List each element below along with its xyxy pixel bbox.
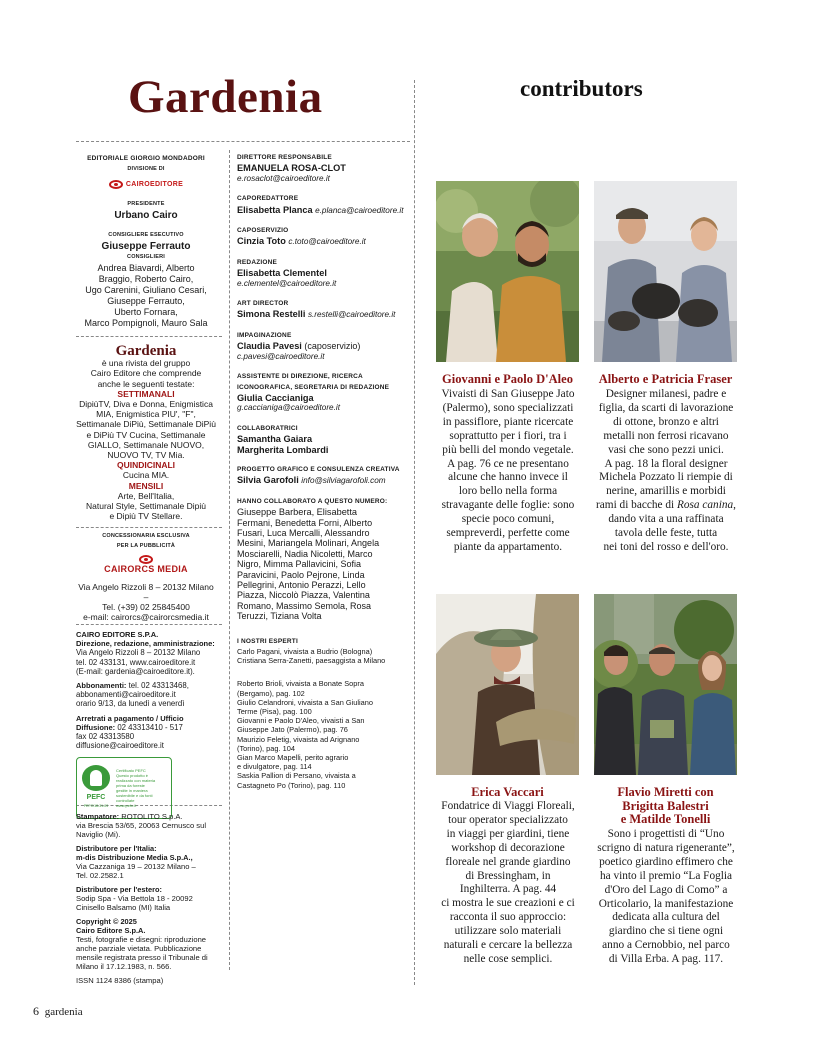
staff-email[interactable]: info@silviagarofoli.com (301, 476, 386, 486)
staff-email[interactable]: e.planca@cairoeditore.it (315, 205, 404, 215)
monthly-line: Natural Style, Settimanale Dipiù (85, 501, 206, 512)
weekly-line: DipiùTV, Diva e Donna, Enigmistica (79, 399, 213, 410)
president-label: PRESIDENTE (127, 201, 165, 207)
expert-line: Carlo Pagani, vivaista a Budrio (Bologna) (237, 647, 373, 657)
bio-line: Designer milanesi, padre e (605, 388, 727, 400)
monthly-line: Arte, Bell'Italia, (117, 490, 175, 501)
cairo-editore-logo (76, 179, 216, 190)
arrears-email[interactable]: diffusione@cairoeditore.it (76, 741, 164, 751)
printing-block (76, 812, 218, 985)
printer-label: Stampatore: (76, 812, 120, 821)
contributor-name-line: Brigitta Balestri (622, 798, 709, 813)
rights-line: anche parziale vietata. Pubblicazione (76, 944, 202, 953)
ads-block (76, 531, 216, 622)
bio-line: workshop di decorazione (451, 841, 565, 854)
staff-email[interactable]: e.rosaclot@cairoeditore.it (237, 173, 330, 183)
collaborators-label: HANNO COLLABORATO A QUESTO NUMERO: (237, 497, 388, 505)
bio-line: piante da appartamento. (453, 540, 563, 553)
cairorcs-logo (76, 555, 216, 574)
bio-line: in passiflore, piante ricercate (442, 415, 574, 428)
group-intro-line: anche le seguenti testate: (97, 378, 195, 389)
bio-line: in viaggi per giardini, tiene (446, 827, 570, 840)
footer-magazine-name: gardenia (44, 1006, 83, 1018)
bio-line: tour operator specializzato (448, 813, 568, 826)
staff-entry-layout (237, 331, 411, 362)
staff-name-suffix: (caposervizio) (301, 341, 361, 352)
staff-name: Elisabetta Planca (237, 204, 313, 215)
arrears-fax: fax 02 43313580 (76, 732, 135, 742)
ads-address-line: Via Angelo Rizzoli 8 – 20132 Milano – (78, 582, 214, 602)
page-footer (33, 1004, 83, 1019)
board-member-line: Giuseppe Ferrauto, (107, 296, 185, 306)
bio-line: vasi che sono pezzi unici. (608, 443, 724, 456)
subscriptions-phone: tel. 02 43313468, (128, 681, 189, 691)
direction-line[interactable]: (E-mail: gardenia@cairoeditore.it). (76, 666, 195, 676)
bio-line: A pag. 18 la floral designer (604, 457, 728, 470)
bio-line: ci mostra le sue creazioni e ci (441, 897, 575, 910)
bio-line: scrigno di natura rigenerante”, (597, 841, 735, 854)
distributor-italy-label: Distributore per l'Italia: (76, 844, 157, 853)
collaborators-line: Pellegrini, Antonio Perazzi, Lello (237, 580, 366, 590)
board-member-line: Ugo Carenini, Giuliano Cesari, (85, 285, 207, 295)
column-divider-credits (229, 150, 230, 970)
group-intro-line: è una rivista del gruppo (101, 358, 191, 369)
expert-line: Roberto Brioli, vivaista a Bonate Sopra (237, 679, 364, 689)
board-member-line: Marco Pompignoli, Mauro Sala (84, 318, 208, 328)
pefc-label: PEFC (86, 794, 106, 802)
contributor-photo-daleo (436, 181, 579, 362)
contributor-name-fraser (589, 373, 742, 387)
pefc-text-line: realizzato con materia (116, 778, 156, 784)
ads-phone-line: Tel. (+39) 02 25845400 (102, 602, 190, 612)
bio-line: Fondatrice di Viaggi Floreali, (441, 800, 575, 812)
bio-line: racconta il suo approccio: (449, 911, 567, 924)
pefc-text-line: controllate (116, 798, 135, 804)
staff-email[interactable]: c.toto@cairoeditore.it (288, 237, 366, 247)
bio-line: tavola delle feste, tutta (614, 527, 718, 540)
staff-name: Margherita Lombardi (237, 444, 329, 455)
expert-line: Giuseppe Jato (Palermo), pag. 76 (237, 725, 348, 735)
pefc-text-line: sostenibile e da fonti (116, 793, 153, 799)
pefc-text-line: prima da foreste (116, 783, 145, 789)
pefc-text-line: Questo prodotto è (116, 773, 149, 779)
staff-email[interactable]: g.caccianiga@cairoeditore.it (237, 403, 340, 413)
ads-email-line[interactable]: e-mail: cairorcs@cairorcsmedia.it (83, 612, 209, 622)
contributor-photo-miretti (594, 594, 737, 775)
pefc-text-line: Certificato PEFC (116, 768, 146, 774)
pefc-text-line: www.pefc.it (116, 803, 137, 809)
contributor-bio-miretti (586, 828, 746, 967)
staff-email[interactable]: c.pavesi@cairoeditore.it (237, 351, 325, 361)
staff-role: DIRETTORE RESPONSABILE (237, 154, 332, 161)
distributor-italy-line: Via Cazzaniga 19 – 20132 Milano – (76, 862, 196, 871)
distributor-abroad-label: Distributore per l'estero: (76, 885, 162, 894)
staff-role: ART DIRECTOR (237, 300, 289, 308)
direction-line: Via Angelo Rizzoli 8 – 20132 Milano (76, 648, 201, 658)
group-intro-line: Cairo Editore che comprende (90, 368, 202, 379)
staff-role: CAPOSERVIZIO (237, 227, 289, 235)
arrears-label: Arretrati a pagamento / Ufficio Diffusione: (76, 713, 184, 732)
contributor-photo-fraser (594, 181, 737, 362)
direction-line[interactable]: tel. 02 433131, www.cairoeditore.it (76, 657, 196, 667)
subscriptions-email[interactable]: abbonamenti@cairoeditore.it (76, 690, 176, 700)
bio-line: Michela Pozzato li riempie di (599, 471, 733, 484)
bio-line: nelle cose semplici. (463, 952, 553, 965)
monthly-line: e Dipiù TV Stellare. (109, 511, 183, 522)
gardenia-small-logo: Gardenia (115, 343, 177, 359)
staff-role: COLLABORATRICI (237, 424, 298, 432)
divider-group (76, 336, 222, 337)
copyright-line: Copyright © 2025 (76, 917, 137, 926)
collaborators-line: Fermani, Benedetta Forni, Alberto (237, 517, 373, 528)
editorial-label: EDITORIALE GIORGIO MONDADORI (87, 155, 205, 162)
staff-name: Claudia Pavesi (237, 341, 302, 352)
expert-line: e divulgatore, pag. 114 (237, 762, 312, 772)
contributor-bio-daleo (428, 388, 588, 555)
bio-line: di Villa Erba. A pag. 117. (608, 953, 724, 966)
staff-role: CAPOREDATTORE (237, 195, 299, 203)
company-block (76, 630, 218, 819)
bio-line: dedicata alla cultura del (612, 911, 720, 924)
cairorcs-logo-text: CAIRORCS MEDIA (104, 564, 188, 574)
bio-line: (Palermo), sono specializzati (442, 401, 574, 414)
staff-credits (237, 153, 411, 790)
biweekly-line: Cucina MIA. (122, 470, 170, 481)
weekly-line: e DiPiù TV Cucina, Settimanale (86, 429, 206, 440)
expert-line: (Bergamo), pag. 102 (237, 688, 305, 698)
pefc-text-line: gestite in maniera (116, 788, 148, 794)
collaborators-line: Fusari, Luca Mercalli, Alessandro (237, 527, 370, 538)
bio-line: Inghilterra. A pag. 44 (459, 883, 557, 896)
distributor-italy-line: Tel. 02.2582.1 (76, 871, 124, 880)
bio-line: soprattutto per i fiori, tra i (449, 429, 567, 442)
printer-name: ROTOLITO S.p.A. (121, 812, 183, 821)
board-label: CONSIGLIERI (127, 254, 165, 260)
rights-line: Milano il 17.12.1983, n. 566. (76, 962, 172, 971)
direction-label: Direzione, redazione, amministrazione: (76, 639, 215, 649)
staff-role: ASSISTENTE DI DIREZIONE, RICERCA ICONOGRAFICA, SEGRETARIA DI REDAZIONE (237, 373, 390, 391)
collaborators-block (237, 497, 411, 622)
contributor-name-vaccari (431, 786, 584, 800)
contributor-name-miretti (589, 786, 742, 827)
bio-line: utilizzare solo materiali (454, 925, 562, 938)
pefc-certification-badge (76, 757, 172, 819)
bio-line: dando vita a una raffinata (608, 513, 724, 526)
staff-role: IMPAGINAZIONE (237, 331, 292, 339)
collaborators-line: Nigro, Mimma Pallavicini, Sofia (237, 559, 362, 570)
expert-line: Terme (Pisa), pag. 100 (237, 707, 312, 717)
weekly-line: NUOVO TV, TV Mia. (107, 450, 185, 461)
staff-role: PROGETTO GRAFICO E CONSULENZA CREATIVA (237, 465, 400, 473)
bio-line: floreale nel grande giardino (445, 855, 571, 868)
group-block (76, 343, 216, 522)
pefc-tree-icon (81, 765, 111, 811)
staff-entry-head-service (237, 226, 411, 248)
staff-entry-editorial (237, 258, 411, 289)
staff-name: Cinzia Toto (237, 236, 286, 247)
cairo-eye-icon (109, 180, 123, 189)
bio-line: metalli non ferrosi ricavano (603, 429, 729, 442)
bio-line: Sono i progettisti di “Uno (607, 828, 725, 840)
bio-line: stravagante delle foglie: sono (441, 499, 575, 512)
bio-line: loro bello nella forma (458, 485, 558, 498)
experts-label: I NOSTRI ESPERTI (237, 637, 298, 645)
weekly-line: MIA, Enigmistica PIU', "F", (96, 409, 196, 420)
contributor-name-line: e Matilde Tonelli (620, 812, 711, 826)
collaborators-line: Piazza, Niccolò Piazza, Valentina (237, 590, 370, 601)
distributor-abroad-line: Sodip Spa - Via Bettola 18 - 20092 (76, 894, 193, 903)
page-number: 6 (33, 1004, 39, 1018)
exec-name: Giuseppe Ferrauto (101, 241, 191, 252)
expert-line: Castagneto Po (Torino), pag. 110 (237, 780, 346, 790)
divider-company (76, 624, 222, 625)
board-member-line: Braggio, Roberto Cairo, (98, 274, 194, 284)
column-divider-main (414, 80, 415, 985)
weekly-line: GIALLO, Settimanale NUOVO, (87, 439, 205, 450)
expert-line: (Torino), pag. 104 (237, 743, 295, 753)
bio-line: giardino che si tiene ogni (608, 925, 724, 938)
contributor-name-daleo (431, 373, 584, 387)
exec-label: CONSIGLIERE ESECUTIVO (108, 232, 184, 238)
staff-entry-art-director (237, 299, 411, 321)
printer-line: via Brescia 53/65, 20063 Cernusco sul (76, 821, 207, 830)
cairorcs-eye-icon (139, 555, 153, 564)
contributor-bio-vaccari (428, 800, 588, 967)
staff-role: REDAZIONE (237, 258, 278, 266)
printer-line: Naviglio (Mi). (76, 830, 121, 839)
staff-entry-design (237, 465, 411, 487)
staff-entry-collaborators (237, 424, 411, 455)
bio-line: A pag. 76 ce ne presentano (447, 457, 569, 470)
bio-line: specie poco comuni, (461, 513, 555, 526)
staff-name: EMANUELA ROSA-CLOT (237, 163, 346, 174)
pefc-text (116, 768, 155, 808)
issn-line: ISSN 1124 8386 (stampa) (76, 976, 164, 985)
division-label: DIVISIONE DI (127, 166, 165, 172)
bio-line: nerine, amarillis e morbidi (606, 485, 726, 498)
bio-line: figlia, da scarti di lavorazione (598, 401, 734, 414)
weekly-line: Settimanale DiPiù, Settimanale DiPiù (76, 419, 216, 430)
contributor-bio-fraser (586, 388, 746, 555)
subscriptions-label: Abbonamenti: (76, 681, 127, 691)
staff-email[interactable]: s.restelli@cairoeditore.it (307, 310, 396, 320)
staff-name: Giulia Caccianiga (237, 392, 314, 403)
staff-name: Silvia Garofoli (237, 475, 299, 486)
staff-name: Simona Restelli (237, 309, 306, 320)
collaborators-line: Giuseppe Barbera, Elisabetta (237, 507, 358, 518)
bio-line: poetico giardino effimero che (599, 855, 733, 868)
contributor-name-line: Alberto e Patricia Fraser (598, 372, 733, 386)
bio-line: ha vinto il premio “La Foglia (599, 869, 733, 882)
expert-line: Giovanni e Paolo D'Aleo, vivaisti a San (237, 716, 365, 726)
staff-name: Samantha Gaiara (237, 434, 313, 445)
bio-line: alcune che hanno invece il (448, 471, 568, 484)
collaborators-line: Paravicini, Paolo Pejrone, Linda (237, 569, 365, 580)
publisher-block (76, 153, 216, 329)
president-name: Urbano Cairo (114, 210, 178, 221)
bio-line: sempreverdi, perfette come (446, 527, 570, 540)
divider-ads (76, 527, 222, 528)
experts-block (237, 637, 411, 790)
staff-email[interactable]: e.clementel@cairoeditore.it (237, 278, 337, 288)
expert-line: Gian Marco Mapelli, perito agrario (237, 753, 349, 763)
gardenia-masthead-logo: Gardenia (128, 71, 323, 123)
contributor-name-line: Erica Vaccari (471, 785, 544, 799)
bio-line: d'Oro del Lago di Como” a (604, 883, 728, 896)
contributors-heading: contributors (520, 76, 643, 101)
company-name: CAIRO EDITORE S.P.A. (76, 630, 159, 639)
staff-name: Elisabetta Clementel (237, 268, 327, 279)
bio-line: Vivaisti di San Giuseppe Jato (441, 388, 575, 400)
contributor-name-line: Giovanni e Paolo D'Aleo (442, 372, 573, 386)
cairo-logo-text: CAIROEDITORE (125, 181, 184, 188)
biweekly-heading: QUINDICINALI (116, 460, 176, 471)
contributor-name-line: Flavio Miretti con (617, 785, 714, 799)
distributor-italy-line: m-dis Distribuzione Media S.p.A., (76, 853, 193, 862)
rights-line: mensile registrata presso il Tribunale di (76, 953, 208, 962)
subscriptions-hours: orario 9/13, da lunedì a venerdì (76, 699, 185, 709)
collaborators-line: Teruzzi, Tiziana Volta (237, 611, 322, 622)
ads-label-line: CONCESSIONARIA ESCLUSIVA (102, 533, 190, 539)
bio-line: rami di bacche di Rosa canina, (596, 499, 736, 512)
board-member-line: Uberto Fornara, (114, 307, 178, 317)
rights-line: Testi, fotografie e disegni: riproduzione (76, 935, 207, 944)
collaborators-line: Romano, Massimo Semola, Rosa (237, 600, 372, 611)
weekly-heading: SETTIMANALI (117, 388, 175, 399)
masthead-divider (76, 141, 410, 142)
bio-line: di ottone, bronzo e altri (613, 415, 719, 428)
collaborators-line: Mesini, Mariangela Molinari, Angela (237, 538, 380, 549)
staff-entry-chief-editor (237, 194, 411, 216)
bio-line: di Bressingham, in (465, 869, 551, 882)
expert-line: Cristiana Serra-Zanetti, paesaggista a Milano (237, 656, 386, 666)
bio-line: Orticolario, la manifestazione (598, 897, 734, 910)
staff-entry-assistant (237, 372, 411, 414)
expert-line: Maurizio Feletig, vivaista ad Arignano (237, 734, 360, 744)
staff-entry-director (237, 153, 411, 184)
bio-line: più belli del mondo vegetale. (442, 443, 574, 456)
bio-line: nei toni del rosso e dell'oro. (603, 540, 729, 553)
expert-line: Giulio Celandroni, vivaista a San Giuliano (237, 697, 373, 707)
bio-line: naturali e cercare la bellezza (443, 939, 573, 952)
contributor-photo-vaccari (436, 594, 579, 775)
arrears-phone: 02 43313410 - 517 (117, 722, 183, 732)
bio-line: anno a Cernobbio, nel parco (602, 939, 730, 952)
monthly-heading: MENSILI (128, 480, 164, 491)
board-member-line: Andrea Biavardi, Alberto (97, 263, 195, 273)
ads-label-line: PER LA PUBBLICITÀ (116, 543, 176, 549)
collaborators-line: Mosciarelli, Nadia Nicoletti, Marco (237, 548, 373, 559)
distributor-abroad-line: Cinisello Balsamo (MI) Italia (76, 903, 171, 912)
copyright-holder: Cairo Editore S.p.A. (76, 926, 146, 935)
expert-line: Saskia Pallion di Persano, vivaista a (237, 771, 356, 781)
pefc-code: PEFC/18-31-03 (83, 804, 109, 809)
